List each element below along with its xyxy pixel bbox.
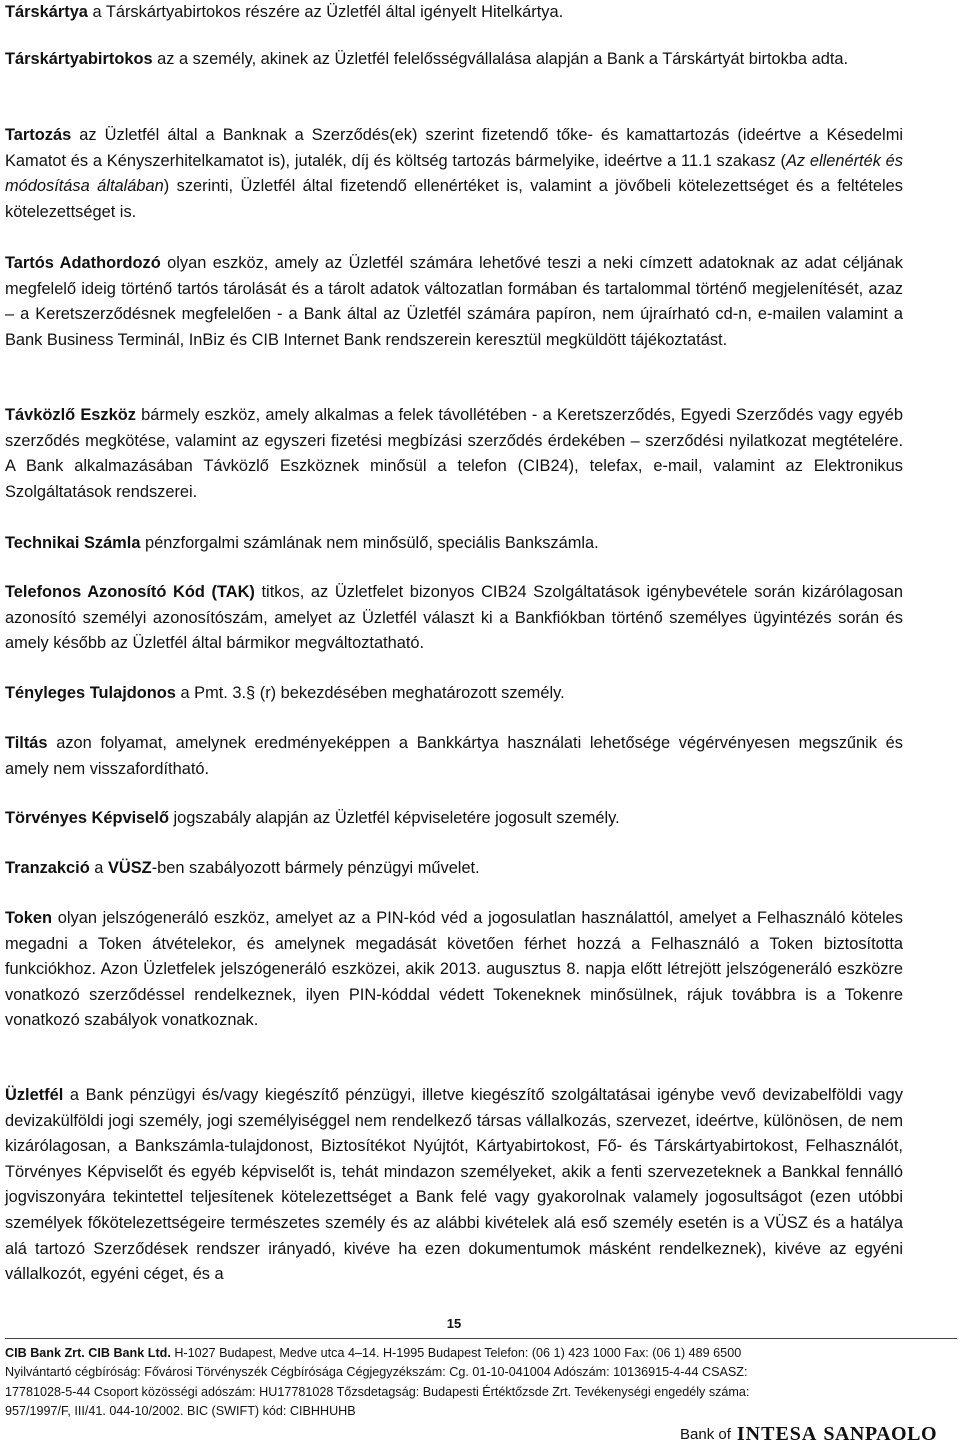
definition-text: a Társkártyabirtokos részére az Üzletfél által igényelt Hitelkártya. [87, 3, 564, 21]
term: Tartozás [5, 126, 72, 144]
definition-text: titkos, az Üzletfelet bizonyos CIB24 Szolgáltatások igénybevétele során kizárólagosan azonosító személyi azonosítószám, amelyet az Üzletfél választ ki a Bankfiókban történő személyes ügyintézés során és amely később az Üzletfél által bármikor megváltoztatható. [5, 583, 903, 653]
footer-line-3: 17781028-5-44 Csoport közösségi adószám: HU17781028 Tőzsdetagság: Budapesti Értéktőzsde Zrt. Tevékenységi engedély száma: [5, 1384, 750, 1399]
term: Token [5, 909, 53, 927]
footer-company: CIB Bank Zrt. CIB Bank Ltd. [5, 1346, 171, 1360]
italic-reference: Az ellenérték és módosítása általában [5, 151, 903, 196]
definition-tarskartya [5, 0, 903, 26]
footer [5, 1344, 960, 1422]
definition-text-continued: -ben szabályozott bármely pénzügyi művelet. [151, 859, 480, 877]
footer-line-2: Nyilvántartó cégbíróság: Fővárosi Törvényszék Cégbírósága Cégjegyzékszám: Cg. 01-10-041004 Adószám: 10136915-4-44 CSASZ: [5, 1365, 748, 1380]
term: Törvényes Képviselő [5, 809, 169, 827]
logo-bank-of: Bank of [680, 1425, 731, 1443]
footer-divider [5, 1338, 957, 1339]
definition-tranzakcio [5, 856, 903, 882]
definition-token [5, 906, 903, 1034]
term: Tartós Adathordozó [5, 254, 161, 272]
term: Telefonos Azonosító Kód (TAK) [5, 583, 255, 601]
definition-uzletfel [5, 1083, 903, 1288]
definition-text: olyan jelszógeneráló eszköz, amelyet az a PIN-kód véd a jogosulatlan használattól, amelyet a Felhasználó köteles megadni a Token átvételekor, és amelynek megadását követően férhet hozzá a Felhasználó a Token biztosította funkciókhoz. Azon Üzletfelek jelszógeneráló eszközei, akik 2013. augusztus 8. napja előtt létrejött jelszógeneráló eszközre vonatkozó szerződéssel rendelkeznek, ilyen PIN-kóddal védett Tokeneknek minősülnek, rájuk továbbra is a Tokenre vonatkozó szabályok vonatkoznak. [5, 909, 903, 1030]
term: Technikai Számla [5, 534, 141, 552]
term: Tényleges Tulajdonos [5, 684, 176, 702]
definition-text: bármely eszköz, amely alkalmas a felek távollétében - a Keretszerződés, Egyedi Szerződés vagy egyéb szerződés megkötése, valamint az egyszeri fizetési megbízási szerződés érdekében – szerződési nyilatkozat megtételére. A Bank alkalmazásában Távközlő Eszköznek minősül a telefon (CIB24), telefax, e-mail, valamint az Elektronikus Szolgáltatások rendszerei. [5, 406, 903, 501]
definition-text: azon folyamat, amelynek eredményeképpen a Bankkártya használati lehetősége végérvényesen megszűnik és amely nem visszafordítható. [5, 734, 903, 778]
definition-technikai-szamla [5, 531, 903, 557]
definition-text: a Bank pénzügyi és/vagy kiegészítő pénzügyi, illetve kiegészítő szolgáltatásai igénybe vevő devizabelföldi vagy devizakülföldi jogi személy, jogi személyiséggel nem rendelkező társas vállalkozás, szervezet, ideértve, különösen, de nem kizárólagosan, a Bankszámla-tulajdonost, Biztosítékot Nyújtót, Kártyabirtokost, Fő- és Társkártyabirtokost, Felhasználót, Törvényes Képviselőt és egyéb képviselőt is, tehát mindazon személyeket, akik a fenti szervezeteknek a Bankkal fennálló jogviszonyára tekintettel teljesítenek kötelezettséget a Bank felé vagy gyakorolnak valamely jogosultságot (ezen utóbbi személyek főkötelezettségeire természetes személy és az alábbi kivételek alá eső személy esetén is a VÜSZ és a hatálya alá tartozó Szerződések rendszer irányadó, kivéve ha ezen dokumentumok másként rendelkeznek), kivéve az egyéni vállalkozót, egyéni céget, és a [5, 1086, 903, 1284]
intesa-sanpaolo-logo [680, 1422, 937, 1446]
definition-text: az a személy, akinek az Üzletfél felelősségvállalása alapján a Bank a Társkártyát birtokba adta. [152, 50, 849, 68]
logo-sanpaolo: SANPAOLO [823, 1422, 937, 1445]
definition-text: a Pmt. 3.§ (r) bekezdésében meghatározott személy. [175, 684, 565, 702]
bold-reference: VÜSZ [107, 859, 152, 877]
footer-line-4: 957/1997/F, III/41. 044-10/2002. BIC (SWIFT) kód: CIBHHUHB [5, 1404, 356, 1419]
definition-text: olyan eszköz, amely az Üzletfél számára lehetővé teszi a neki címzett adatoknak az adat céljának megfelelő ideig történő tartós tárolását és a tárolt adatok változatlan formában és tartalommal történő megjelenítését, azaz – a Keretszerződésnek megfelelően - a Bank által az Üzletfél számára papíron, nem újraírható cd-n, e-mailen valamint a Bank Business Terminál, InBiz és CIB Internet Bank rendszerein keresztül megküldött tájékoztatást. [5, 254, 903, 349]
footer-address: H-1027 Budapest, Medve utca 4–14. H-1995 Budapest Telefon: (06 1) 423 1000 Fax: (06 1) 489 6500 [170, 1346, 742, 1360]
term: Távközlő Eszköz [5, 406, 136, 424]
term: Üzletfél [5, 1086, 64, 1104]
definition-text-continued: ) szerinti, Üzletfél által fizetendő ellenértéket is, valamint a jövőbeli kötelezettséget és a feltételes kötelezettséget is. [5, 177, 903, 221]
term: Társkártya [5, 3, 88, 21]
definition-tarskartyabirtokos [5, 47, 903, 73]
definition-tak [5, 580, 903, 657]
term: Tiltás [5, 734, 48, 752]
definition-tenyleges-tulajdonos [5, 681, 903, 707]
definition-text: jogszabály alapján az Üzletfél képviseletére jogosult személy. [168, 809, 620, 827]
definition-tiltas [5, 731, 903, 782]
term: Tranzakció [5, 859, 90, 877]
page-number: 15 [446, 1316, 462, 1331]
footer-line-1 [5, 1344, 960, 1363]
logo-intesa: INTESA [736, 1422, 818, 1445]
definition-text: az Üzletfél által a Banknak a Szerződés(ek) szerint fizetendő tőke- és kamattartozás (ideértve a Késedelmi Kamatot és a Kényszerhitelkamatot is), jutalék, díj és költség tartozás bármelyike, ideértve a 11.1 szakasz ( [5, 126, 903, 170]
definition-tavkozlo-eszkoz [5, 403, 903, 505]
definition-tartozas [5, 123, 903, 225]
definition-text: a [89, 859, 108, 877]
term: Társkártyabirtokos [5, 50, 153, 68]
definition-torvenyes-kepviselo [5, 806, 903, 832]
definition-tartos-adathordozo [5, 251, 903, 353]
definition-text: pénzforgalmi számlának nem minősülő, speciális Bankszámla. [140, 534, 599, 552]
